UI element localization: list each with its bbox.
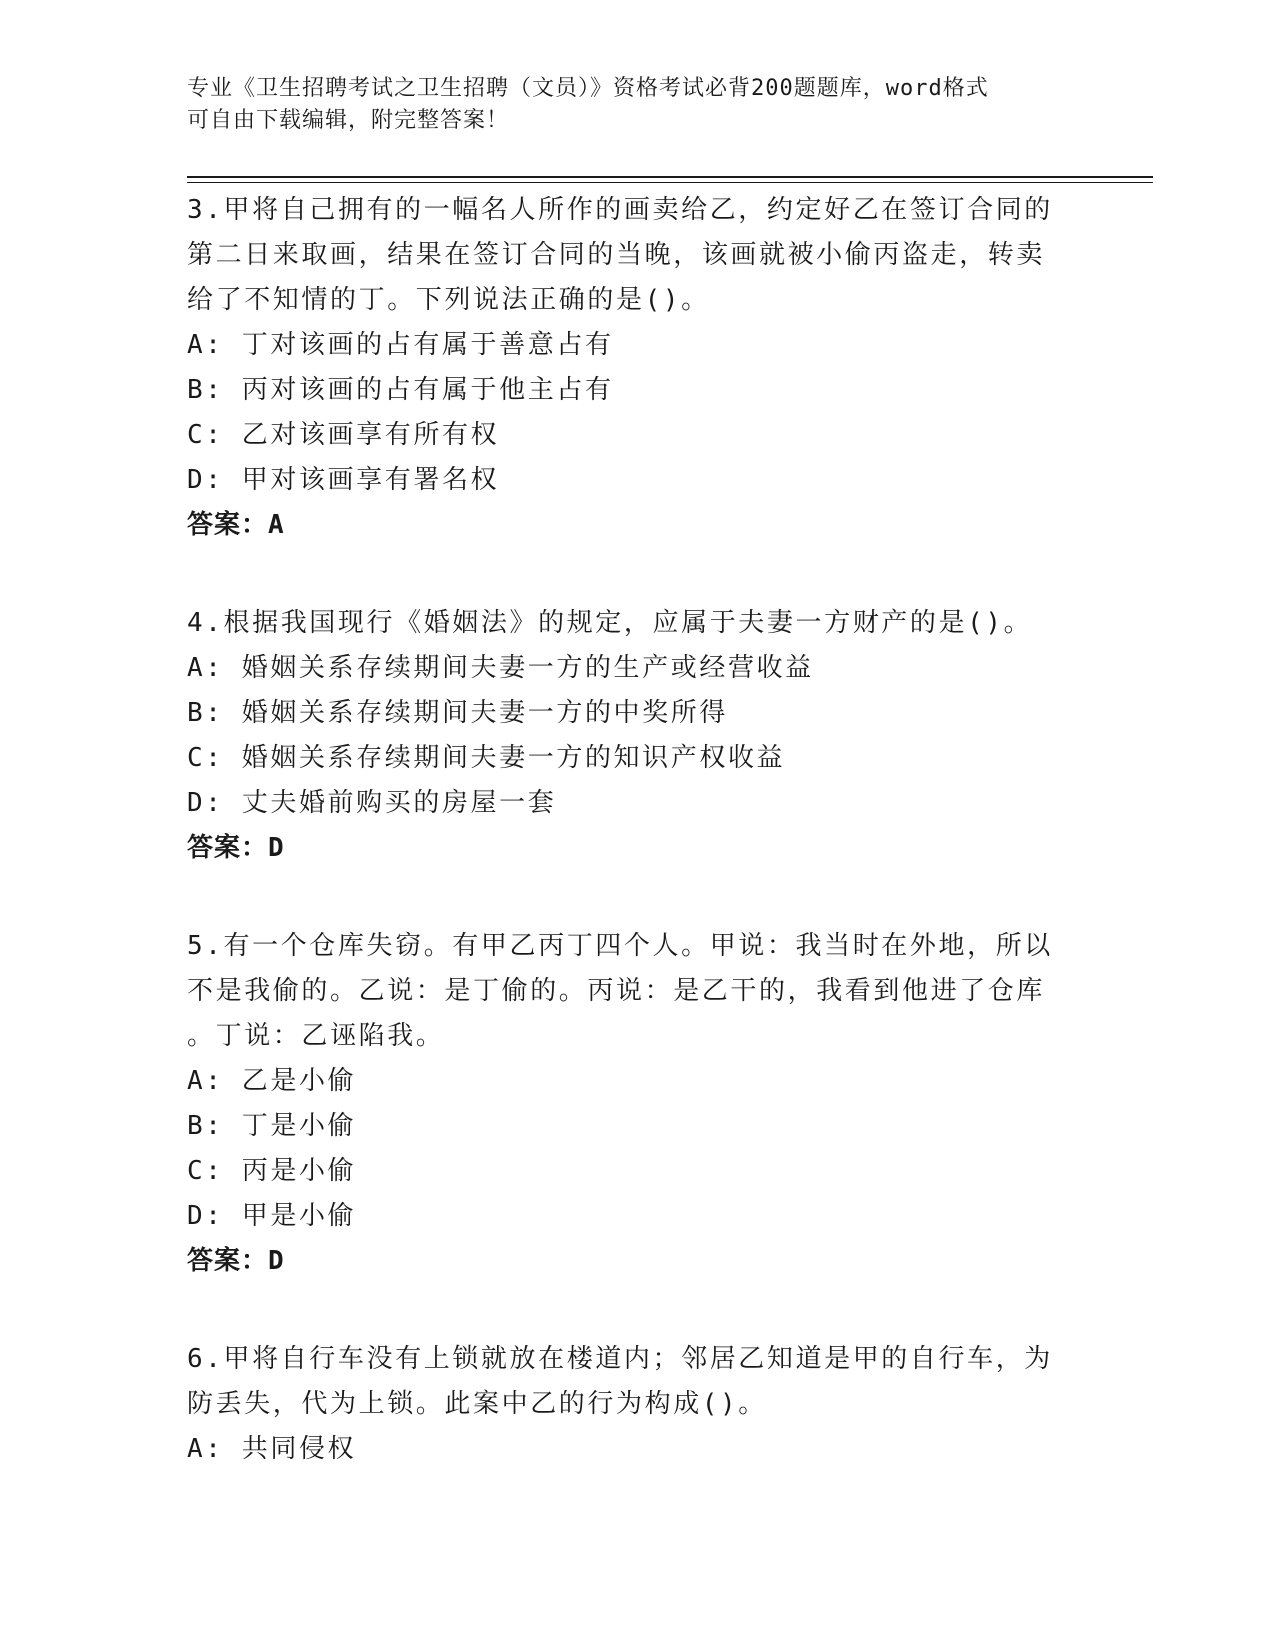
question-item bbox=[187, 188, 1087, 548]
question-stem-line: 5.有一个仓库失窃。有甲乙丙丁四个人。甲说：我当时在外地，所以 bbox=[187, 931, 1053, 961]
question-list bbox=[187, 188, 1087, 1525]
header-title-line-1: 专业《卫生招聘考试之卫生招聘（文员）》资格考试必背200题题库，word格式 bbox=[187, 76, 989, 101]
question-item bbox=[187, 601, 1087, 871]
answer-label: 答案：D bbox=[187, 1246, 285, 1276]
option-a: A: 乙是小偷 bbox=[187, 1066, 357, 1096]
question-stem bbox=[187, 924, 1087, 1059]
option-b: B: 丙对该画的占有属于他主占有 bbox=[187, 375, 614, 405]
question-stem bbox=[187, 1337, 1087, 1427]
option-b: B: 婚姻关系存续期间夫妻一方的中奖所得 bbox=[187, 698, 728, 728]
option-a: A: 丁对该画的占有属于善意占有 bbox=[187, 330, 614, 360]
question-stem-line: 防丢失，代为上锁。此案中乙的行为构成()。 bbox=[187, 1389, 767, 1419]
question-item bbox=[187, 924, 1087, 1284]
question-stem-line: 4.根据我国现行《婚姻法》的规定，应属于夫妻一方财产的是()。 bbox=[187, 608, 1033, 638]
question-stem bbox=[187, 601, 1087, 646]
document-header bbox=[187, 73, 1087, 137]
header-rule-thin bbox=[187, 182, 1153, 183]
option-c: C: 丙是小偷 bbox=[187, 1156, 357, 1186]
option-a: A: 婚姻关系存续期间夫妻一方的生产或经营收益 bbox=[187, 653, 814, 683]
option-d: D: 甲是小偷 bbox=[187, 1201, 357, 1231]
question-stem-line: 3.甲将自己拥有的一幅名人所作的画卖给乙，约定好乙在签订合同的 bbox=[187, 195, 1053, 225]
question-stem-line: 给了不知情的丁。下列说法正确的是()。 bbox=[187, 285, 710, 315]
question-stem-line: 不是我偷的。乙说：是丁偷的。丙说：是乙干的，我看到他进了仓库 bbox=[187, 976, 1046, 1006]
question-stem bbox=[187, 188, 1087, 323]
header-title-line-2: 可自由下载编辑，附完整答案！ bbox=[187, 108, 510, 133]
option-c: C: 婚姻关系存续期间夫妻一方的知识产权收益 bbox=[187, 743, 786, 773]
header-rule-thick bbox=[187, 176, 1153, 178]
option-d: D: 甲对该画享有署名权 bbox=[187, 465, 500, 495]
option-a: A: 共同侵权 bbox=[187, 1434, 357, 1464]
question-item bbox=[187, 1337, 1087, 1472]
answer-label: 答案：A bbox=[187, 510, 285, 540]
option-d: D: 丈夫婚前购买的房屋一套 bbox=[187, 788, 557, 818]
option-b: B: 丁是小偷 bbox=[187, 1111, 357, 1141]
option-c: C: 乙对该画享有所有权 bbox=[187, 420, 500, 450]
answer-label: 答案：D bbox=[187, 833, 285, 863]
question-stem-line: 6.甲将自行车没有上锁就放在楼道内；邻居乙知道是甲的自行车，为 bbox=[187, 1344, 1053, 1374]
question-stem-line: 第二日来取画，结果在签订合同的当晚，该画就被小偷丙盗走，转卖 bbox=[187, 240, 1046, 270]
question-stem-line: 。丁说：乙诬陷我。 bbox=[187, 1021, 445, 1051]
